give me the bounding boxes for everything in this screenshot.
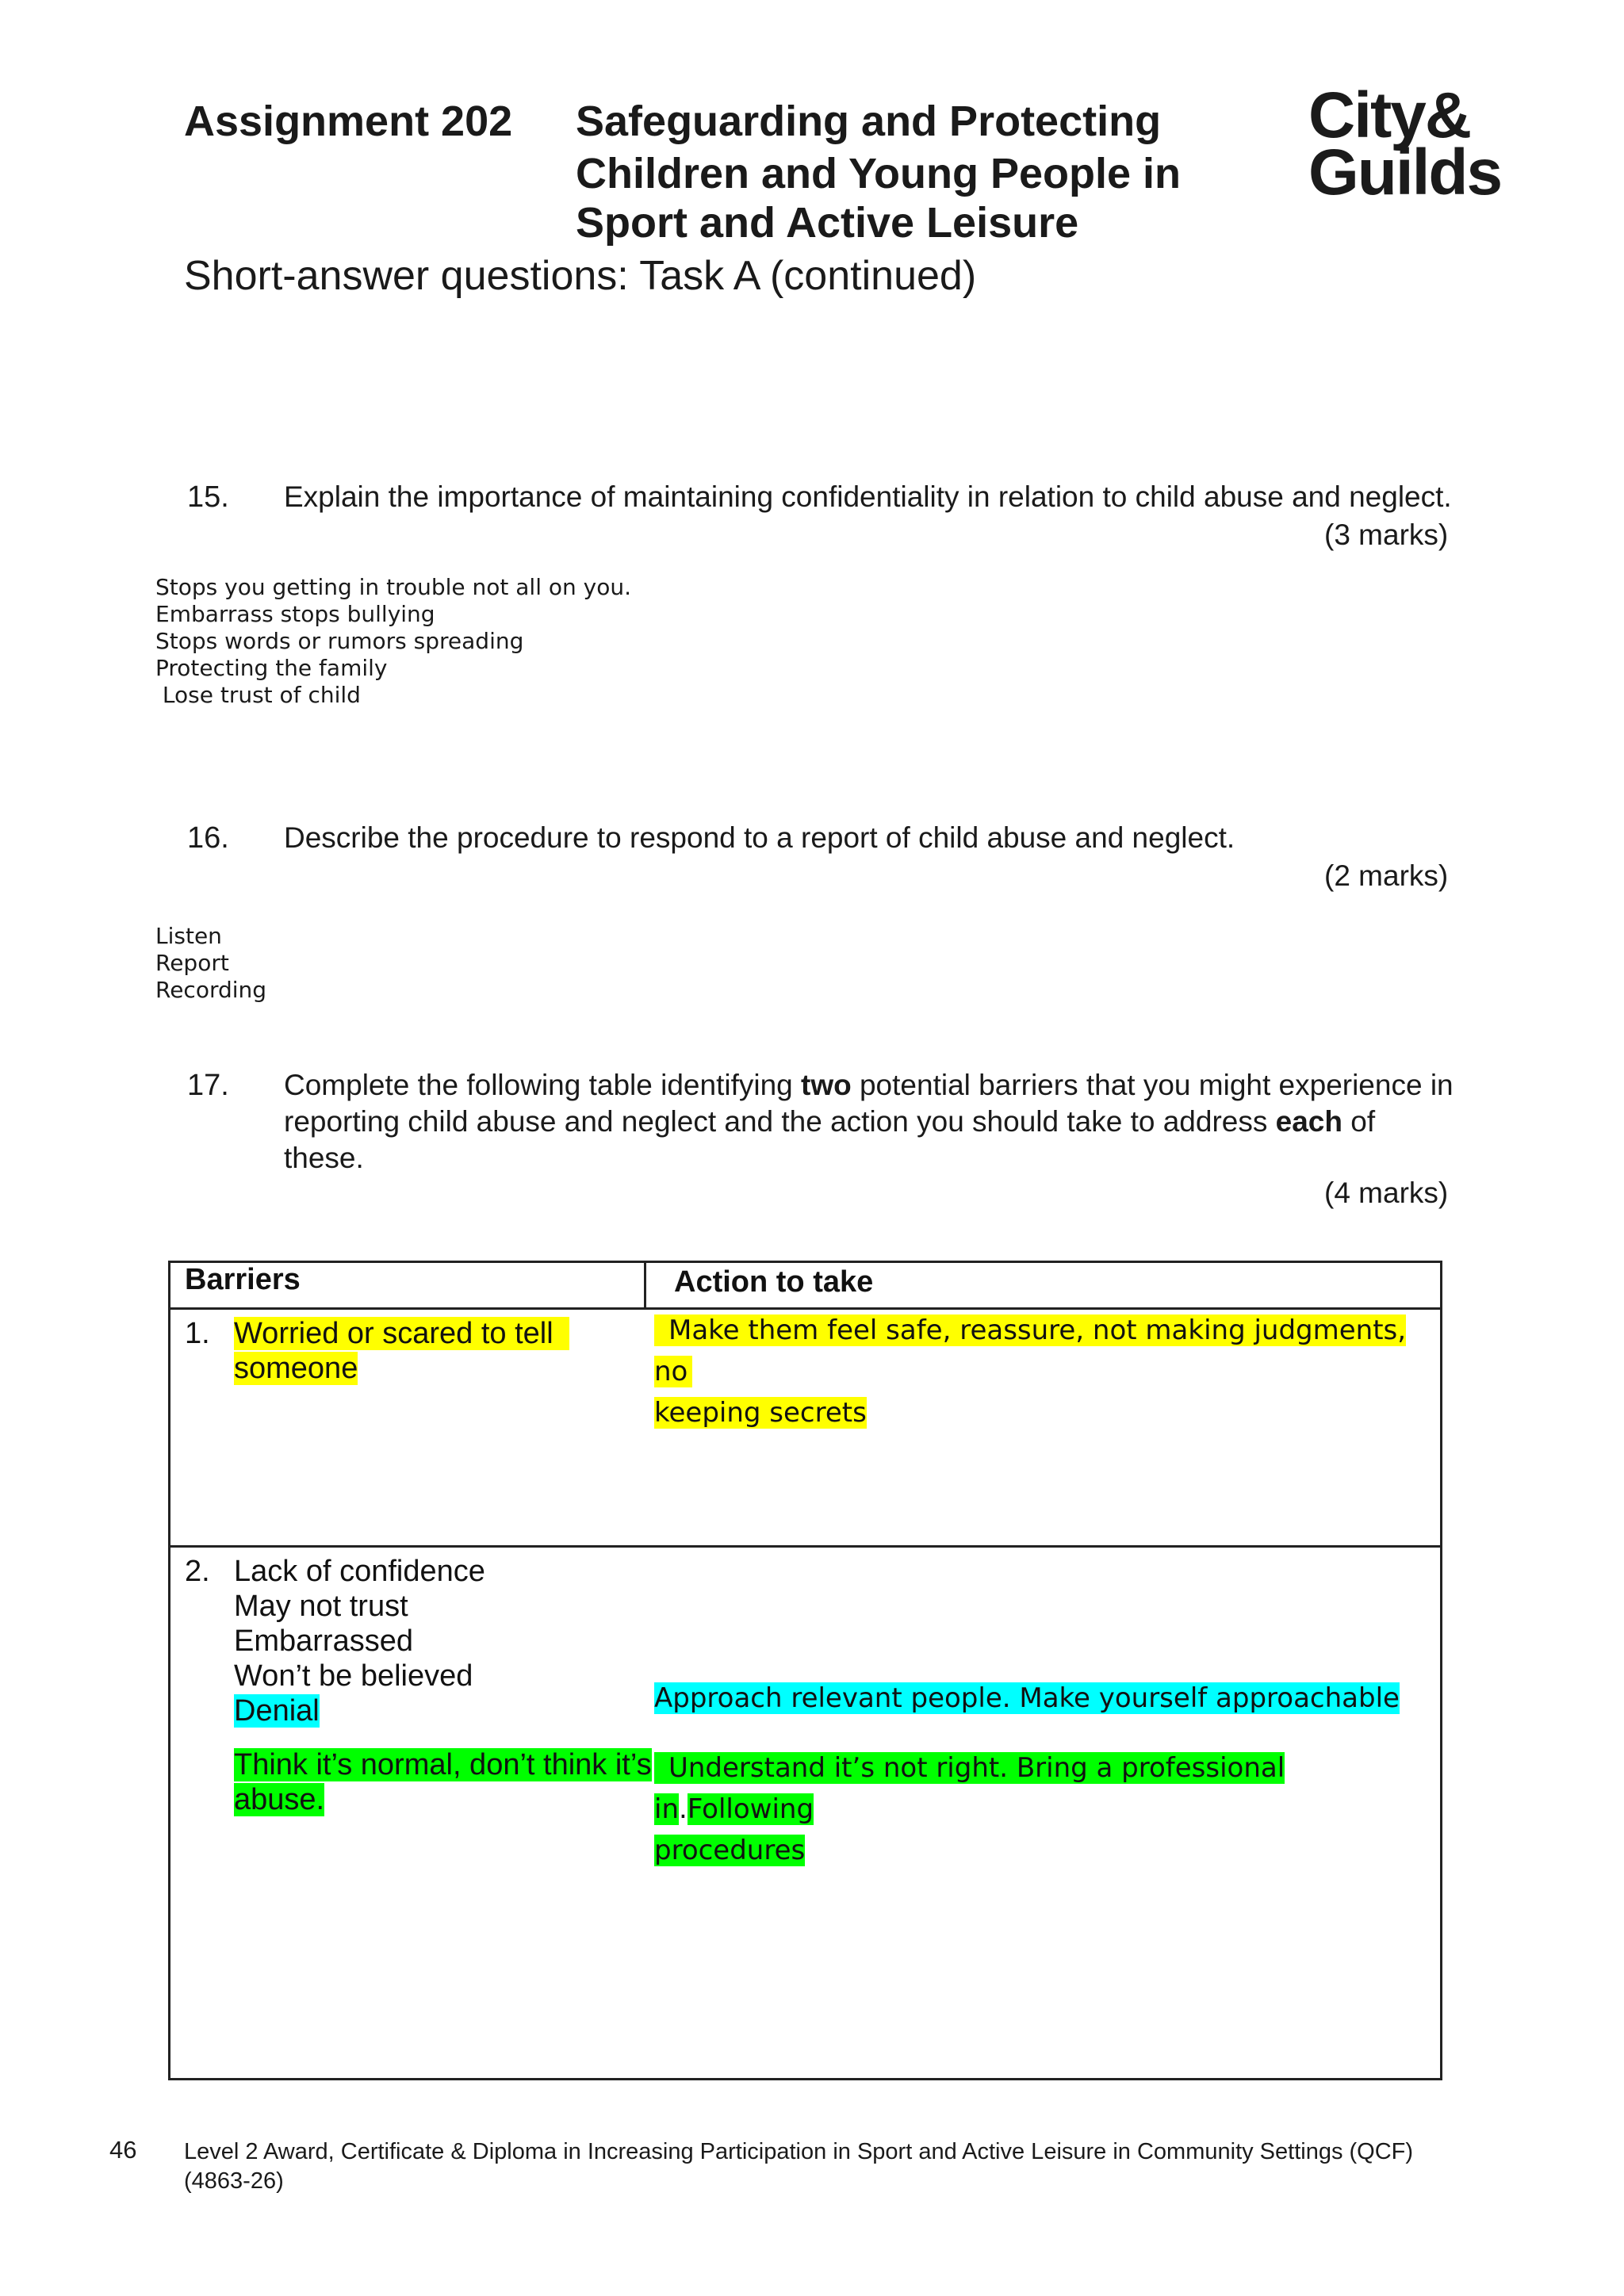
action-text: Approach relevant people. Make yourself approachable bbox=[654, 1682, 1400, 1714]
question-17-text bbox=[284, 1067, 1457, 1177]
barrier-text: someone bbox=[234, 1352, 358, 1385]
answer-line: Recording bbox=[155, 977, 267, 1003]
row-1-barrier bbox=[234, 1316, 569, 1386]
action-text: keeping secrets bbox=[654, 1397, 867, 1429]
row-1-number: 1. bbox=[185, 1317, 210, 1350]
row-2-action-normal bbox=[654, 1747, 1440, 1871]
title-line-2: Children and Young People in bbox=[576, 150, 1182, 197]
action-separator: . bbox=[679, 1793, 688, 1825]
answer-line: Stops you getting in trouble not all on you. bbox=[155, 574, 632, 600]
header-action-label: Action to take bbox=[674, 1265, 874, 1299]
action-text: Following bbox=[687, 1793, 814, 1825]
answer-line: Protecting the family bbox=[155, 655, 388, 681]
logo-line-1: City& bbox=[1308, 79, 1471, 151]
question-15-text: Explain the importance of maintaining confidentiality in relation to child abuse and neglect. bbox=[284, 480, 1452, 513]
row-2-number: 2. bbox=[185, 1555, 210, 1588]
footer-text bbox=[184, 2139, 1413, 2195]
answer-line: Lose trust of child bbox=[155, 682, 361, 708]
answer-line: Report bbox=[155, 950, 229, 976]
table-row bbox=[170, 1309, 1442, 1547]
logo-line-2: Guilds bbox=[1308, 136, 1502, 209]
section-subtitle: Short-answer questions: Task A (continued) bbox=[184, 253, 977, 299]
action-text: Make them feel safe, reassure, not making judgments, no bbox=[654, 1314, 1407, 1387]
page-number: 46 bbox=[109, 2136, 137, 2164]
title-line-1: Safeguarding and Protecting bbox=[576, 98, 1162, 145]
barrier-normal: Think it’s normal, don’t think it’s bbox=[234, 1748, 652, 1781]
barrier-denial: Denial bbox=[234, 1694, 320, 1728]
barrier-normal: abuse. bbox=[234, 1783, 325, 1816]
barrier-text: Worried or scared to tell bbox=[234, 1317, 569, 1350]
question-16-marks: (2 marks) bbox=[1324, 859, 1449, 892]
question-17-line-1: Complete the following table identifying two potential barriers that you might experience in bbox=[284, 1069, 1454, 1101]
answer-line: Embarrass stops bullying bbox=[155, 601, 435, 627]
question-15-number: 15. bbox=[187, 480, 229, 514]
question-16-number: 16. bbox=[187, 821, 229, 855]
question-17-line-2: reporting child abuse and neglect and the action you should take to address each of these. bbox=[284, 1105, 1376, 1174]
barrier-text: Won’t be believed bbox=[234, 1659, 473, 1693]
row-2-cell bbox=[170, 1547, 1442, 2080]
barrier-text: Lack of confidence bbox=[234, 1555, 485, 1588]
city-guilds-logo bbox=[1308, 79, 1502, 209]
question-15-marks: (3 marks) bbox=[1324, 519, 1449, 551]
question-16-text: Describe the procedure to respond to a report of child abuse and neglect. bbox=[284, 821, 1235, 854]
answer-line: Stops words or rumors spreading bbox=[155, 628, 524, 654]
header-barriers: Barriers bbox=[170, 1262, 645, 1309]
title-line-3: Sport and Active Leisure bbox=[576, 199, 1079, 247]
question-17-number: 17. bbox=[187, 1069, 229, 1102]
table-row bbox=[170, 1547, 1442, 2080]
barriers-table bbox=[168, 1261, 1442, 2080]
question-17-marks: (4 marks) bbox=[1324, 1177, 1449, 1209]
row-1-cell bbox=[170, 1309, 1442, 1547]
answer-line: Listen bbox=[155, 923, 222, 949]
barrier-text: Embarrassed bbox=[234, 1624, 413, 1658]
action-text: procedures bbox=[654, 1835, 806, 1866]
question-15-answer bbox=[155, 574, 631, 709]
action-text: Understand it’s not right. Bring a professional in bbox=[654, 1752, 1285, 1825]
question-16-answer bbox=[155, 923, 266, 1004]
footer-line-2: (4863-26) bbox=[184, 2168, 284, 2194]
assignment-label: Assignment 202 bbox=[184, 98, 513, 145]
barrier-text: May not trust bbox=[234, 1590, 408, 1623]
row-2-barriers bbox=[234, 1554, 652, 1817]
document-title bbox=[576, 97, 1181, 247]
footer-line-1: Level 2 Award, Certificate & Diploma in Increasing Participation in Sport and Active Leisure in Community Settings (QCF) bbox=[184, 2139, 1414, 2164]
row-1-action bbox=[654, 1310, 1440, 1433]
row-2-action-denial bbox=[654, 1678, 1400, 1719]
